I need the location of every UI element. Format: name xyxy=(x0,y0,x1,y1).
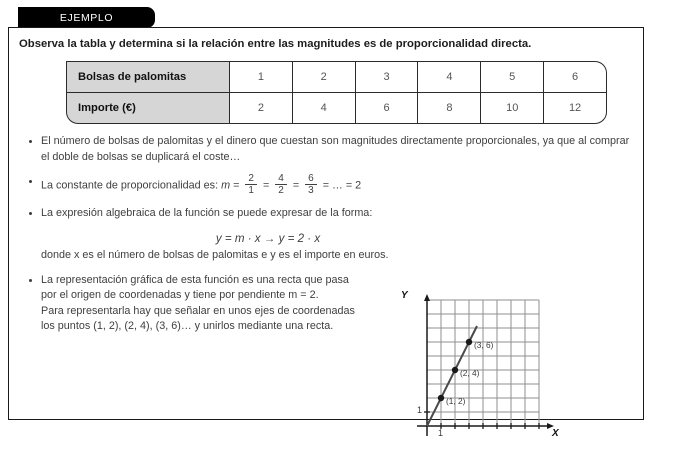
variable-m: m xyxy=(221,179,231,192)
fraction-6-3 xyxy=(305,173,317,196)
y-axis-arrow-icon xyxy=(424,294,430,301)
ellipsis: … xyxy=(332,179,343,192)
cell-bolsas-6: 6 xyxy=(544,61,607,93)
point-label-1-2: (1, 2) xyxy=(446,396,466,406)
cell-importe-2: 4 xyxy=(293,93,356,124)
fraction-numerator: 2 xyxy=(248,173,254,184)
cell-bolsas-3: 3 xyxy=(356,61,419,93)
equals-sign: = xyxy=(233,179,240,192)
fraction-4-2 xyxy=(275,173,287,196)
grid-lines xyxy=(427,300,539,426)
cell-importe-3: 6 xyxy=(356,93,419,124)
bullet-dot-icon xyxy=(29,212,32,215)
data-point-2-4 xyxy=(452,367,458,373)
bullet-4-line2: por el origen de coordenadas y tiene por pendiente m = 2. xyxy=(41,289,319,301)
equals-sign: = xyxy=(292,179,300,192)
fraction-denominator: 2 xyxy=(275,184,287,196)
cell-importe-1: 2 xyxy=(230,93,293,124)
fraction-numerator: 4 xyxy=(278,173,284,184)
example-panel xyxy=(8,27,644,439)
function-equation: y = m · x → y = 2 · x xyxy=(215,231,321,245)
proportionality-table xyxy=(66,61,607,124)
table-row xyxy=(66,61,607,93)
bullet-2-text: La constante de proporcionalidad es: xyxy=(41,179,219,192)
bullet-4-line1: La representación gráfica de esta función es una recta que pasa xyxy=(41,273,349,286)
fraction-denominator: 1 xyxy=(245,184,257,196)
y-tick-label-1: 1 xyxy=(417,405,423,415)
cell-importe-4: 8 xyxy=(418,93,481,124)
bullet-4-line3: Para representarla hay que señalar en unos ejes de coordenadas xyxy=(41,304,355,317)
axes xyxy=(417,296,551,436)
table-row xyxy=(66,93,607,124)
cell-bolsas-2: 2 xyxy=(293,61,356,93)
equals-sign: = xyxy=(322,179,330,192)
bullet-1-text: El número de bolsas de palomitas y el dinero que cuestan son magnitudes directamente proporcionales, ya que al comprar el doble de bolsas se duplicará el coste… xyxy=(41,135,630,163)
fraction-2-1 xyxy=(245,173,257,196)
graph-svg xyxy=(401,292,561,452)
ejemplo-tab xyxy=(18,7,155,28)
equals-sign: = xyxy=(345,179,353,192)
list-item xyxy=(23,174,633,197)
cell-importe-6: 12 xyxy=(544,93,607,124)
data-point-1-2 xyxy=(438,395,444,401)
fraction-denominator: 3 xyxy=(305,184,317,196)
bullet-dot-icon xyxy=(29,180,32,183)
point-label-3-6: (3, 6) xyxy=(474,340,494,350)
row-header-importe: Importe (€) xyxy=(66,93,230,124)
x-tick-label-1: 1 xyxy=(438,428,444,438)
constant-value: 2 xyxy=(355,179,362,192)
fraction-numerator: 6 xyxy=(308,173,314,184)
equation-note: donde x es el número de bolsas de palomitas e y es el importe en euros. xyxy=(41,249,389,261)
data-point-3-6 xyxy=(466,339,472,345)
y-axis-label: Y xyxy=(401,290,408,301)
bullet-dot-icon xyxy=(29,140,32,143)
x-axis-label: X xyxy=(552,428,559,439)
bullet-4-line4: los puntos (1, 2), (2, 4), (3, 6)… y unirlos mediante una recta. xyxy=(41,320,334,332)
list-item xyxy=(23,134,633,165)
point-label-2-4: (2, 4) xyxy=(460,368,480,378)
cell-bolsas-1: 1 xyxy=(230,61,293,93)
row-header-bolsas: Bolsas de palomitas xyxy=(66,61,230,93)
cell-importe-5: 10 xyxy=(481,93,544,124)
cell-bolsas-4: 4 xyxy=(418,61,481,93)
bullet-dot-icon xyxy=(29,279,32,282)
list-item xyxy=(23,273,441,335)
equals-sign: = xyxy=(262,179,270,192)
ejemplo-tab-label: EJEMPLO xyxy=(59,11,114,24)
cell-bolsas-5: 5 xyxy=(481,61,544,93)
coordinate-graph xyxy=(401,292,561,452)
bullet-3-text: La expresión algebraica de la función se puede expresar de la forma: xyxy=(41,207,373,219)
list-item xyxy=(23,206,633,222)
prompt-text: Observa la tabla y determina si la relación entre las magnitudes es de proporcionalidad directa. xyxy=(19,38,532,50)
